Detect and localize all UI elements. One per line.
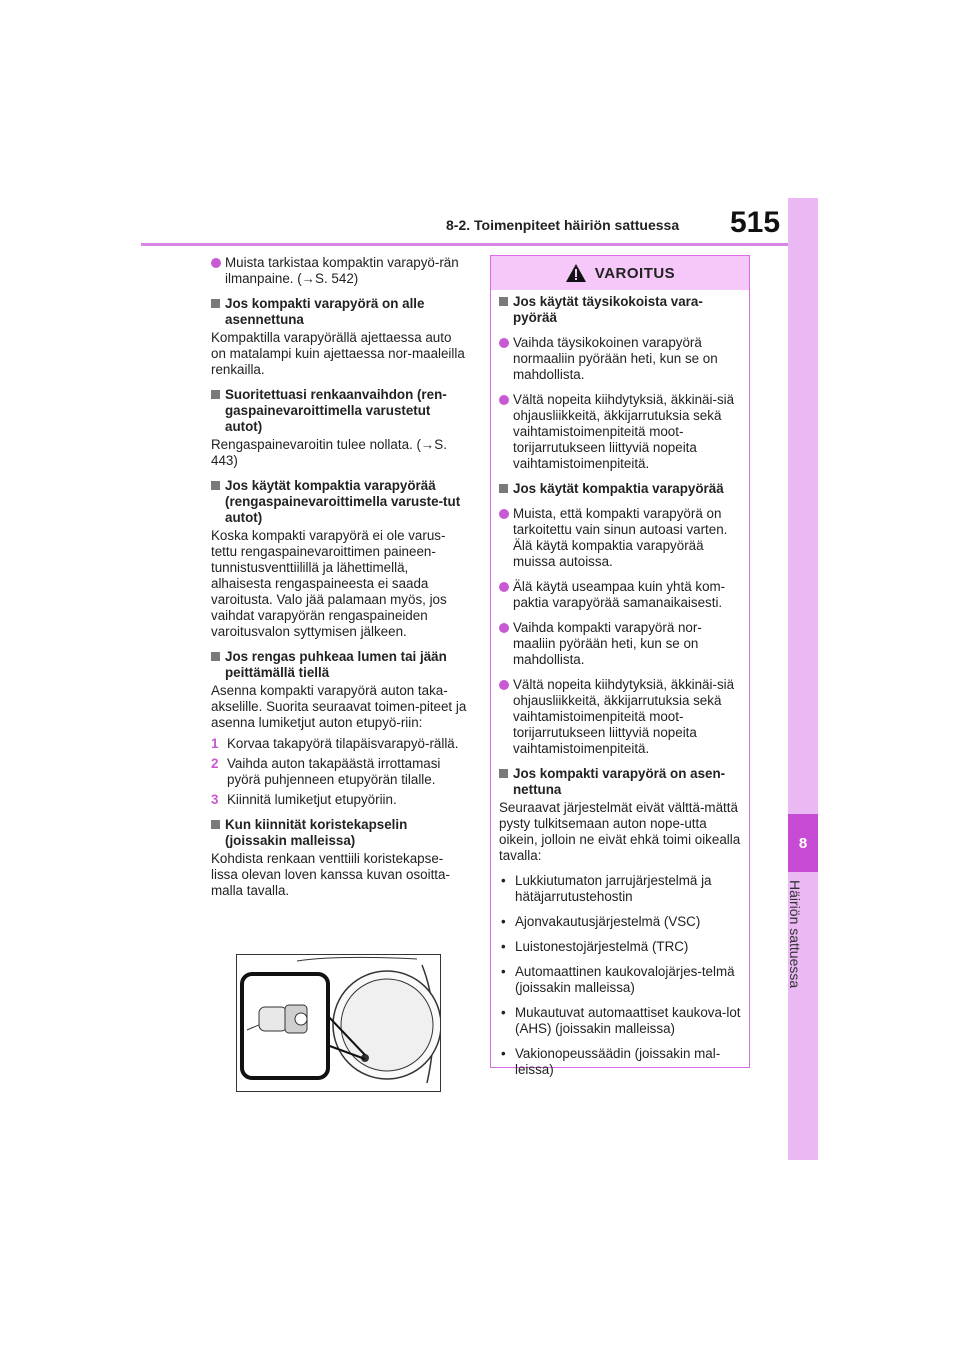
system-list-item: • Mukautuvat automaattiset kaukova-lot (AHS) (joissakin malleissa)	[501, 1005, 741, 1036]
bullet-dot	[499, 582, 509, 592]
warning-paragraph: Seuraavat järjestelmät eivät välttä-mättä pysty tulkitsemaan auton nope-utta oikein, jolloin ne eivät ehkä toimi oikealla tavalla:	[499, 800, 741, 863]
bullet-dot	[499, 338, 509, 348]
warning-item: Vaihda kompakti varapyörä nor-maaliin pyörään heti, kun se on mahdollista.	[499, 620, 741, 668]
chapter-number-tab[interactable]: 8	[788, 814, 818, 872]
subheading-compact-installed: Jos kompakti varapyörä on alle asennettuna	[211, 296, 469, 328]
square-marker	[499, 484, 508, 493]
paragraph: Koska kompakti varapyörä ei ole varus-tettu rengaspainevaroittimen paineen-tunnistusventtiilillä ja lähettimellä, alhaisesta rengaspaineesta ei saada varoitusta. Valo jää palamaan myös, jos vaihdat varapyörän rengaspaineiden varoitusvalon syttymisen jälkeen.	[211, 528, 447, 639]
square-marker	[211, 390, 220, 399]
square-marker	[211, 481, 220, 490]
paragraph: Rengaspainevaroitin tulee nollata. (→S. 443)	[211, 437, 447, 468]
step-item: 1 Korvaa takapyörä tilapäisvarapyö-rällä.	[211, 736, 459, 751]
subheading-using-compact-spare: Jos käytät kompaktia varapyörää (rengaspainevaroittimella varuste-tut autot)	[211, 478, 469, 526]
warning-subheading: Jos kompakti varapyörä on asen-nettuna	[499, 766, 741, 798]
paragraph: Kompaktilla varapyörällä ajettaessa auto on matalampi kuin ajettaessa nor-maaleilla renkailla.	[211, 330, 465, 377]
wheel-cap-valve-illustration	[236, 954, 441, 1092]
subheading-after-tire-change: Suoritettuasi renkaanvaihdon (ren-gaspainevaroittimella varustetut autot)	[211, 387, 469, 435]
page-number: 515	[730, 206, 781, 239]
square-marker	[211, 820, 220, 829]
chapter-tab-rail	[788, 198, 818, 1160]
warning-triangle-icon	[565, 263, 587, 283]
warning-box	[490, 255, 750, 1077]
bullet-dot	[499, 395, 509, 405]
warning-body	[491, 290, 749, 1078]
system-list-item: • Vakionopeussäädin (joissakin mal-leissa)	[501, 1046, 721, 1077]
system-list-item: • Automaattinen kaukovalojärjes-telmä (joissakin malleissa)	[501, 964, 735, 995]
square-marker	[499, 769, 508, 778]
step-item: 2 Vaihda auton takapäästä irrottamasi pyörä puhjenneen etupyörän tilalle.	[211, 756, 441, 787]
square-marker	[499, 297, 508, 306]
bullet-dot	[499, 509, 509, 519]
square-marker	[211, 299, 220, 308]
warning-item: Vältä nopeita kiihdytyksiä, äkkinäi-siä ohjausliikkeitä, äkkijarrutuksia sekä vaihtamistoimenpiteitä moot-torijarrutukseen liittyviä nopeita vaihtamistoimenpiteitä.	[499, 392, 741, 472]
system-list-item: • Lukkiutumaton jarrujärjestelmä ja hätäjarrutustehostin	[501, 873, 712, 904]
system-list-item: • Luistonestojärjestelmä (TRC)	[501, 939, 689, 954]
warning-subheading: Jos käytät täysikokoista vara-pyörää	[499, 294, 741, 326]
chapter-label: Häiriön sattuessa	[787, 880, 803, 989]
warning-item: Vaihda täysikokoinen varapyörä normaaliin pyörään heti, kun se on mahdollista.	[499, 335, 741, 383]
square-marker	[211, 652, 220, 661]
warning-subheading: Jos käytät kompaktia varapyörää	[499, 481, 741, 497]
warning-item: Vältä nopeita kiihdytyksiä, äkkinäi-siä ohjausliikkeitä, äkkijarrutuksia sekä vaihtamistoimenpiteitä moot-torijarrutukseen liittyviä nopeita vaihtamistoimenpiteitä.	[499, 677, 741, 757]
left-column	[211, 255, 469, 908]
bullet-dot	[499, 680, 509, 690]
valve-alignment-drawing	[237, 955, 440, 1091]
section-title: 8-2. Toimenpiteet häiriön sattuessa	[446, 217, 680, 233]
intro-note: Muista tarkistaa kompaktin varapyö-rän ilmanpaine. (→S. 542)	[211, 255, 469, 287]
bullet-dot	[499, 623, 509, 633]
paragraph: Kohdista renkaan venttiili koristekapse-lissa olevan loven kanssa kuvan osoitta-malla tavalla.	[211, 851, 450, 898]
subheading-snow-ice: Jos rengas puhkeaa lumen tai jään peittämällä tiellä	[211, 649, 469, 681]
paragraph: Asenna kompakti varapyörä auton taka-akselille. Suorita seuraavat toimen-piteet ja asenna lumiketjut auton etupyö-riin:	[211, 683, 467, 730]
system-list-item: • Ajonvakautusjärjestelmä (VSC)	[501, 914, 701, 929]
header-divider	[141, 243, 788, 246]
bullet-dot	[211, 258, 221, 268]
subheading-wheel-cap: Kun kiinnität koristekapselin (joissakin malleissa)	[211, 817, 469, 849]
warning-item: Muista, että kompakti varapyörä on tarkoitettu vain sinun autoasi varten. Älä käytä kompaktia varapyörää muissa autoissa.	[499, 506, 741, 570]
step-item: 3 Kiinnitä lumiketjut etupyöriin.	[211, 792, 397, 807]
warning-header	[491, 256, 749, 290]
warning-title: VAROITUS	[594, 264, 676, 282]
warning-item: Älä käytä useampaa kuin yhtä kom-paktia varapyörää samanaikaisesti.	[499, 579, 741, 611]
